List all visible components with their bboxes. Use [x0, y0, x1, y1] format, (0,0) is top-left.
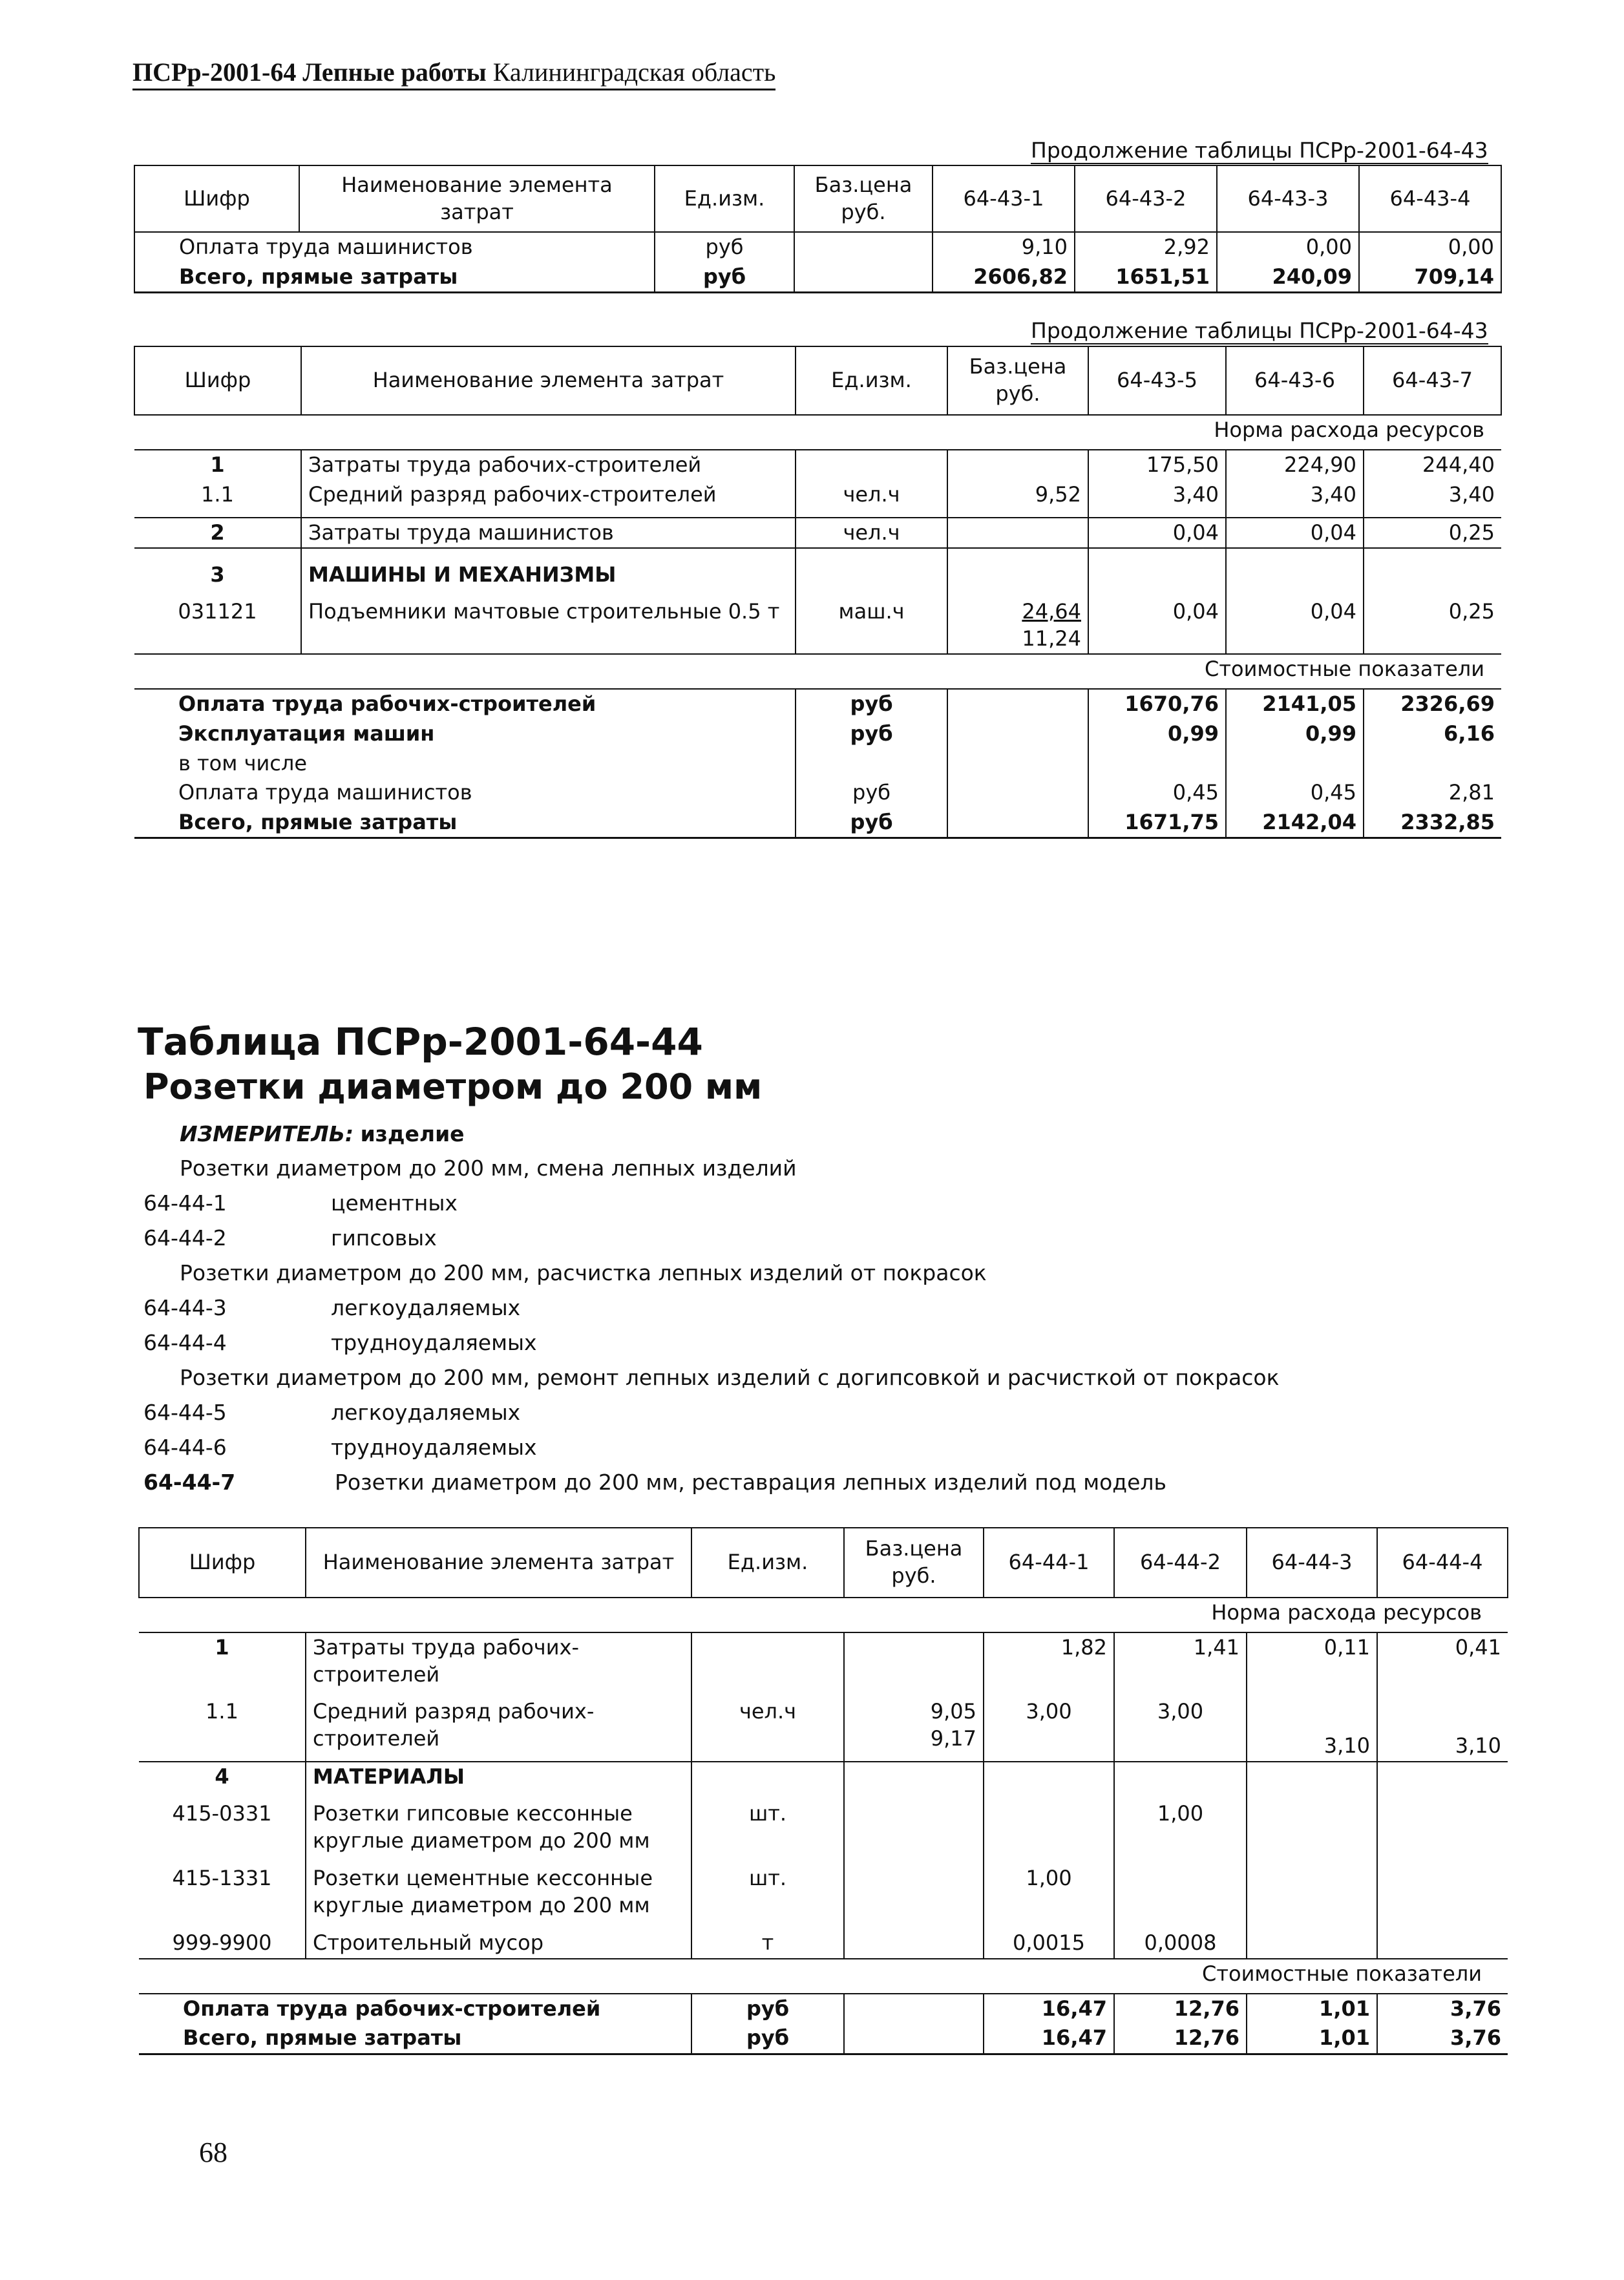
table-row: Оплата труда рабочих-строителей руб 16,47 12,76 1,01 3,76: [139, 1994, 1508, 2024]
price-value: 9,05: [930, 1699, 976, 1724]
header-region: Калининградская область: [492, 58, 776, 87]
col-header: 64-43-5: [1088, 346, 1226, 415]
table-row: 1 Затраты труда рабочих-строителей 175,50 224,90 244,40: [134, 450, 1501, 480]
table-row: 999-9900 Строительный мусор т 0,0015 0,0008: [139, 1928, 1508, 1959]
col-header: 64-43-3: [1217, 165, 1359, 232]
price-value: 24,64: [1022, 599, 1081, 624]
col-header: 64-43-7: [1364, 346, 1501, 415]
item-text: легкоудаляемых: [331, 1400, 521, 1425]
table-row: 031121 Подъемники мачтовые строительные 0.5 т маш.ч 24,64 11,24 0,04 0,04 0,25: [134, 589, 1501, 654]
item-text: легкоудаляемых: [331, 1295, 521, 1320]
norma-label: Норма расхода ресурсов: [134, 415, 1501, 450]
table-64-43-part2: [134, 346, 1502, 839]
table-64-43-part1: [134, 165, 1502, 293]
col-header: Шифр: [139, 1528, 306, 1598]
col-header: 64-43-4: [1359, 165, 1501, 232]
table-row: Всего, прямые затраты руб 2606,82 1651,51 240,09 709,14: [134, 262, 1501, 293]
table-caption: Продолжение таблицы ПСРр-2001-64-43: [1031, 318, 1488, 343]
description-line: Розетки диаметром до 200 мм, смена лепных изделий: [180, 1156, 797, 1181]
item-code: 64-44-7: [143, 1470, 236, 1495]
col-header: Баз.цена руб.: [947, 346, 1088, 415]
section-title: Таблица ПСРр-2001-64-44: [138, 1020, 703, 1064]
item-text: Розетки диаметром до 200 мм, реставрация лепных изделий под модель: [335, 1470, 1166, 1495]
item-code: 64-44-6: [143, 1435, 227, 1460]
table-caption: Продолжение таблицы ПСРр-2001-64-43: [1031, 138, 1488, 163]
col-header: 64-44-2: [1114, 1528, 1247, 1598]
item-text: гипсовых: [331, 1225, 437, 1251]
table-row: Оплата труда машинистов руб 0,45 0,45 2,81: [134, 778, 1501, 808]
table-row: 3 МАШИНЫ И МЕХАНИЗМЫ: [134, 548, 1501, 589]
table-row: 1.1 Средний разряд рабочих-строителей чел.ч 9,52 3,40 3,40 3,40: [134, 480, 1501, 518]
col-header: Баз.цена руб.: [844, 1528, 984, 1598]
col-header: 64-43-1: [933, 165, 1075, 232]
col-header: Ед.изм.: [691, 1528, 844, 1598]
izm-value: изделие: [360, 1121, 465, 1146]
section-subtitle: Розетки диаметром до 200 мм: [143, 1066, 763, 1107]
item-code: 64-44-3: [143, 1295, 227, 1320]
table-row: 415-1331 Розетки цементные кессонные круглые диаметром до 200 мм шт. 1,00: [139, 1864, 1508, 1928]
table-row: 415-0331 Розетки гипсовые кессонные круглые диаметром до 200 мм шт. 1,00: [139, 1799, 1508, 1864]
description-line: Розетки диаметром до 200 мм, расчистка лепных изделий от покрасок: [180, 1260, 987, 1285]
col-header: Шифр: [134, 346, 301, 415]
item-code: 64-44-2: [143, 1225, 227, 1251]
page-header: [132, 57, 775, 90]
table-row: 2 Затраты труда машинистов чел.ч 0,04 0,04 0,25: [134, 518, 1501, 549]
stoim-label: Стоимостные показатели: [134, 654, 1501, 689]
table-row: Всего, прямые затраты руб 16,47 12,76 1,01 3,76: [139, 2023, 1508, 2054]
table-row: 4 МАТЕРИАЛЫ: [139, 1762, 1508, 1799]
col-header: 64-44-3: [1247, 1528, 1377, 1598]
item-code: 64-44-4: [143, 1330, 227, 1355]
header-title: ПСРр-2001-64 Лепные работы: [132, 58, 487, 87]
col-header: Наименование элемента затрат: [306, 1528, 691, 1598]
col-header: 64-43-2: [1075, 165, 1217, 232]
col-header: Наименование элемента затрат: [301, 346, 796, 415]
col-header: Ед.изм.: [655, 165, 794, 232]
table-64-44: [138, 1527, 1508, 2055]
norma-label: Норма расхода ресурсов: [139, 1598, 1508, 1632]
izm-label: ИЗМЕРИТЕЛЬ:: [180, 1121, 354, 1146]
price-value: 11,24: [1022, 626, 1081, 651]
item-text: трудноудаляемых: [331, 1435, 537, 1460]
table-row: 1.1 Средний разряд рабочих-строителей чел.ч 9,05 9,17 3,00 3,00 3,10 3,10: [139, 1697, 1508, 1762]
col-header: Шифр: [134, 165, 299, 232]
stoim-label: Стоимостные показатели: [139, 1959, 1508, 1994]
item-text: трудноудаляемых: [331, 1330, 537, 1355]
page-number: 68: [199, 2137, 227, 2168]
price-value: 9,17: [930, 1726, 976, 1751]
table-row: Оплата труда рабочих-строителей руб 1670,76 2141,05 2326,69: [134, 689, 1501, 719]
col-header: 64-43-6: [1226, 346, 1364, 415]
col-header: Наименование элемента затрат: [299, 165, 655, 232]
table-row: в том числе: [134, 749, 1501, 779]
item-code: 64-44-1: [143, 1190, 227, 1216]
col-header: Баз.цена руб.: [794, 165, 933, 232]
item-code: 64-44-5: [143, 1400, 227, 1425]
table-row: Всего, прямые затраты руб 1671,75 2142,04 2332,85: [134, 808, 1501, 838]
table-row: Эксплуатация машин руб 0,99 0,99 6,16: [134, 719, 1501, 749]
col-header: 64-44-1: [984, 1528, 1114, 1598]
col-header: 64-44-4: [1377, 1528, 1508, 1598]
table-row: 1 Затраты труда рабочих-строителей 1,82 1,41 0,11 0,41: [139, 1632, 1508, 1697]
description-line: Розетки диаметром до 200 мм, ремонт лепных изделий с догипсовкой и расчисткой от покрасок: [180, 1365, 1280, 1390]
item-text: цементных: [331, 1190, 458, 1216]
table-row: Оплата труда машинистов руб 9,10 2,92 0,00 0,00: [134, 232, 1501, 262]
col-header: Ед.изм.: [796, 346, 947, 415]
